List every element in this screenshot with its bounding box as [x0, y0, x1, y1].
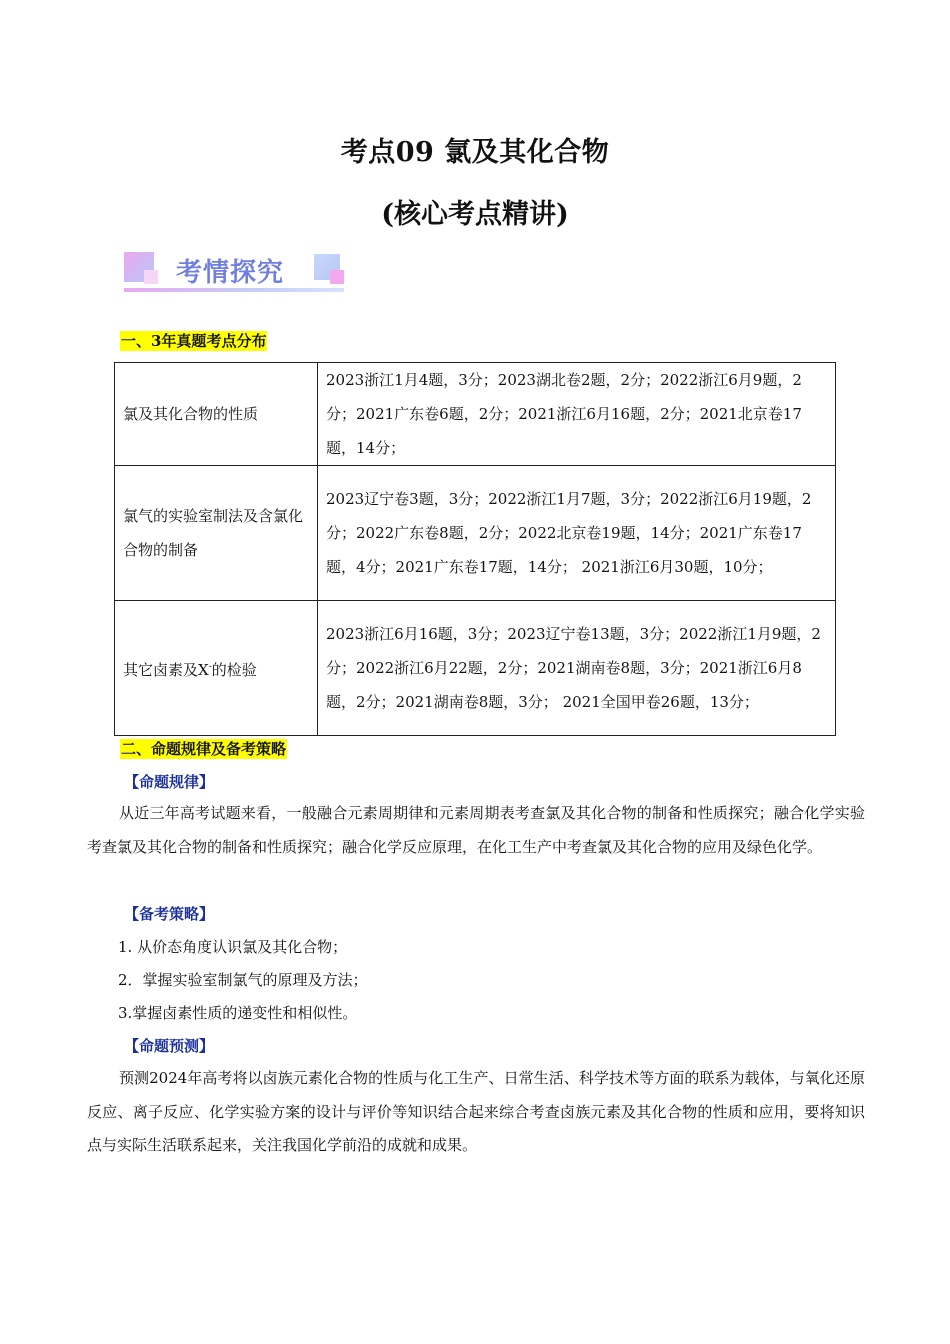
table-cell-detail: 2023辽宁卷3题，3分；2022浙江1月7题，3分；2022浙江6月19题，2分；2022广东卷8题，2分；2022北京卷19题，14分；2021广东卷17题，4分；2021广东卷17题，14分； 2021浙江6月30题，10分； [318, 466, 836, 601]
rule-paragraph: 从近三年高考试题来看，一般融合元素周期律和元素周期表考查氯及其化合物的制备和性质探究；融合化学实验考查氯及其化合物的制备和性质探究；融合化学反应原理，在化工生产中考查氯及其化合物的应用及绿色化学。 [87, 804, 865, 856]
banner-decor-square [330, 270, 344, 284]
list-item: 1. 从价态角度认识氯及其化合物； [118, 938, 348, 956]
list-item: 3.掌握卤素性质的递变性和相似性。 [118, 1004, 358, 1022]
banner-title: 考情探究 [176, 258, 285, 288]
topic-text: 其它卤素及X [123, 660, 209, 679]
page-title: 考点09 氯及其化合物 [340, 137, 610, 168]
section-heading-distribution: 一、3年真题考点分布 [121, 332, 267, 350]
list-item: 2．掌握实验室制氯气的原理及方法； [118, 971, 368, 989]
section-heading-strategy: 二、命题规律及备考策略 [121, 740, 287, 758]
rule-label: 【命题规律】 [124, 773, 215, 791]
ion-charge-superscript: - [208, 661, 212, 672]
predict-paragraph: 预测2024年高考将以卤族元素化合物的性质与化工生产、日常生活、科学技术等方面的联系为载体，与氧化还原反应、离子反应、化学实验方案的设计与评价等知识结合起来综合考查卤族元素及其化合物的性质和应用，要将知识点与实际生活联系起来，关注我国化学前沿的成就和成果。 [87, 1069, 865, 1154]
topic-text: 的检验 [211, 660, 257, 679]
strategy-label: 【备考策略】 [124, 905, 215, 923]
exam-distribution-table [114, 362, 836, 736]
table-cell-detail: 2023浙江1月4题，3分；2023湖北卷2题，2分；2022浙江6月9题，2分；2021广东卷6题，2分；2021浙江6月16题，2分；2021北京卷17题，14分； [318, 363, 836, 466]
table-cell-topic: 氯气的实验室制法及含氯化合物的制备 [115, 466, 318, 601]
banner-decor-square [144, 270, 158, 284]
section-banner [124, 252, 346, 296]
table-cell-detail: 2023浙江6月16题，3分；2023辽宁卷13题，3分；2022浙江1月9题，2分；2022浙江6月22题，2分；2021湖南卷8题，3分；2021浙江6月8题，2分；2021湖南卷8题，3分； 2021全国甲卷26题，13分； [318, 601, 836, 736]
table-cell-topic: 氯及其化合物的性质 [115, 363, 318, 466]
page-subtitle: (核心考点精讲) [381, 199, 569, 230]
table-row [115, 466, 836, 601]
predict-label: 【命题预测】 [124, 1037, 215, 1055]
table-row [115, 601, 836, 736]
table-row [115, 363, 836, 466]
table-cell-topic [115, 601, 318, 736]
